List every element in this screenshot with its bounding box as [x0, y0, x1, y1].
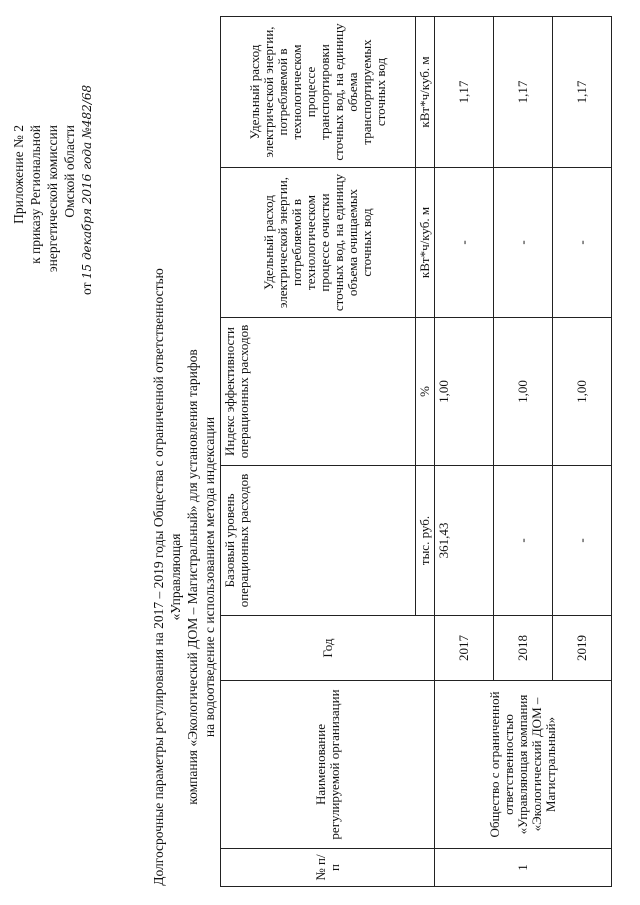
cell-base: 361,43 [435, 466, 494, 616]
handwritten-date: 15 декабря 2016 года [80, 141, 94, 280]
appendix-header [10, 84, 96, 295]
cell-year: 2018 [494, 616, 553, 681]
cell-index: 1,00 [494, 318, 553, 466]
parameters-table [220, 16, 612, 887]
unit-cleaning: кВт*ч/куб. м [416, 168, 435, 318]
unit-base: тыс. руб. [416, 466, 435, 616]
cell-cleaning: - [435, 168, 494, 318]
cell-transport: 1,17 [553, 17, 612, 168]
cell-transport: 1,17 [494, 17, 553, 168]
order-date-line [78, 84, 96, 295]
handwritten-number: №482/68 [80, 84, 94, 139]
unit-transport: кВт*ч/куб. м [416, 17, 435, 168]
header-index: Индекс эффективности операционных расходов [221, 318, 416, 466]
header-transport: Удельный расход электрической энергии, потребляемой в технологическом процессе транспортировки сточных вод, на единицу объема транспортируемых сточных вод [221, 17, 416, 168]
title-line-1: Долгосрочные параметры регулирования на 2017 – 2019 годы Общества с ограниченной ответственностью «Управляющая [151, 268, 183, 886]
table-header-row [221, 17, 416, 887]
header-org: Наименование регулируемой организации [221, 681, 435, 849]
commission-name: энергетической комиссии [45, 125, 60, 273]
cell-cleaning: - [494, 168, 553, 318]
title-line-3: на водоотведение с использованием метода индексации [202, 416, 217, 738]
region-name: Омской области [62, 125, 77, 218]
table-row [435, 17, 494, 887]
appendix-number: Приложение № 2 [11, 125, 26, 224]
date-prefix: от [79, 282, 94, 295]
cell-year: 2017 [435, 616, 494, 681]
order-reference: к приказу Региональной [28, 125, 43, 264]
cell-transport: 1,17 [435, 17, 494, 168]
row-org: Общество с ограниченной ответственностью «Управляющая компания «Экологический ДОМ – Магистральный» [435, 681, 612, 849]
cell-index: 1,00 [435, 318, 494, 466]
header-num: № п/п [221, 849, 435, 887]
cell-base: - [494, 466, 553, 616]
cell-cleaning: - [553, 168, 612, 318]
row-num: 1 [435, 849, 612, 887]
cell-year: 2019 [553, 616, 612, 681]
title-line-2: компания «Экологический ДОМ – Магистральный» для установления тарифов [185, 349, 200, 805]
document-title [150, 267, 218, 887]
header-year: Год [221, 616, 435, 681]
unit-index: % [416, 318, 435, 466]
header-base: Базовый уровень операционных расходов [221, 466, 416, 616]
cell-base: - [553, 466, 612, 616]
header-cleaning: Удельный расход электрической энергии, потребляемой в технологическом процессе очистки сточных вод, на единицу объема очищаемых сточных вод [221, 168, 416, 318]
cell-index: 1,00 [553, 318, 612, 466]
